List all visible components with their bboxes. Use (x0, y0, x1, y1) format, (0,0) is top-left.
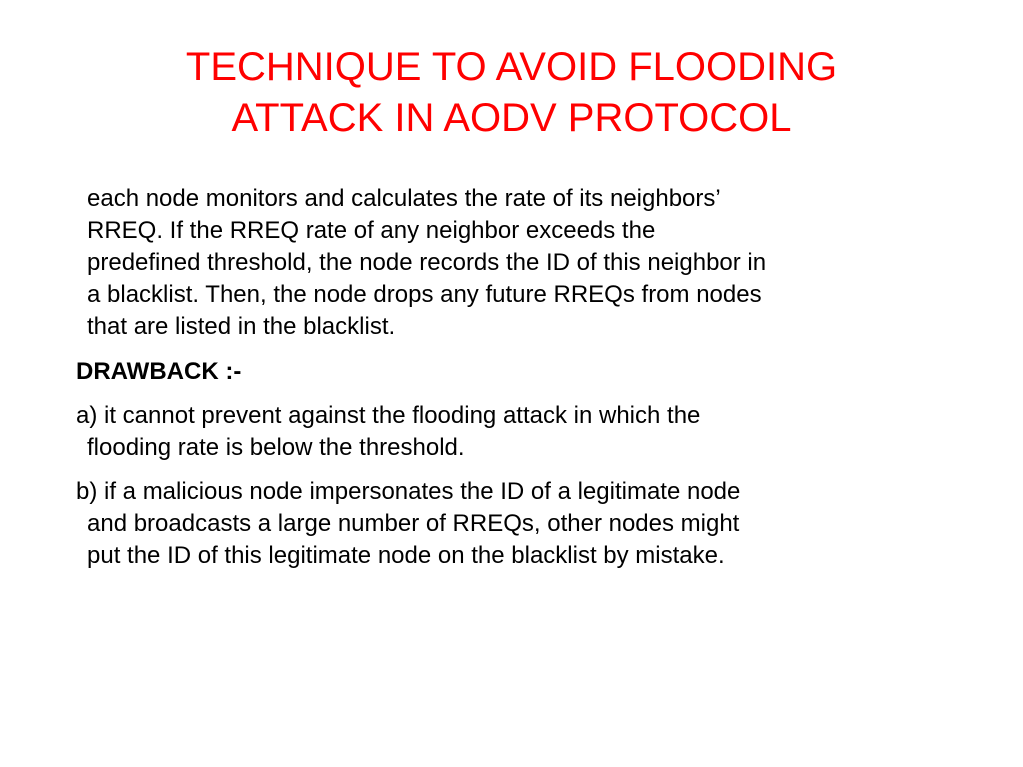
drawback-item-b-line: and broadcasts a large number of RREQs, other nodes might (87, 510, 740, 537)
slide-title (60, 42, 963, 144)
drawback-item-b (76, 476, 976, 572)
drawback-item-a-line: flooding rate is below the threshold. (87, 434, 465, 461)
drawback-heading (76, 356, 976, 388)
slide-body (76, 183, 976, 572)
slide-title-line-2: ATTACK IN AODV PROTOCOL (231, 96, 792, 140)
drawback-item-a-line: a) it cannot prevent against the flooding attack in which the (76, 402, 701, 429)
intro-line: RREQ. If the RREQ rate of any neighbor exceeds the (87, 217, 656, 244)
intro-line: a blacklist. Then, the node drops any future RREQs from nodes (87, 281, 762, 308)
slide-title-line-1: TECHNIQUE TO AVOID FLOODING (185, 45, 838, 89)
intro-paragraph (76, 183, 976, 343)
drawback-item-b-line: b) if a malicious node impersonates the ID of a legitimate node (76, 478, 741, 505)
intro-line: each node monitors and calculates the rate of its neighbors’ (87, 185, 721, 212)
drawback-item-b-line: put the ID of this legitimate node on the blacklist by mistake. (87, 542, 725, 569)
intro-line: predefined threshold, the node records the ID of this neighbor in (87, 249, 767, 276)
intro-line: that are listed in the blacklist. (87, 313, 396, 340)
drawback-heading-text: DRAWBACK :- (76, 358, 242, 385)
drawback-item-a (76, 400, 976, 464)
